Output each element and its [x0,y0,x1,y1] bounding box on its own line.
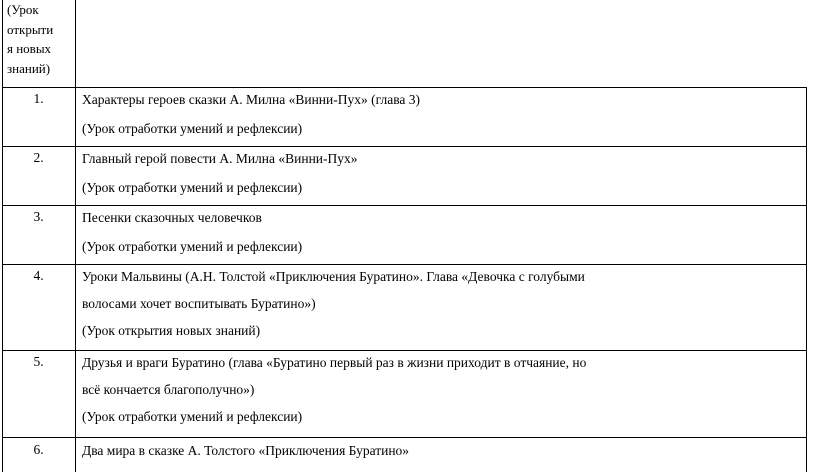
row-divider [2,146,807,147]
table-left-border [2,0,3,472]
lesson-type-line: (Урок [7,2,39,17]
lesson-title-continued: волосами хочет воспитывать Буратино») [82,296,316,311]
row-divider [2,264,807,265]
lesson-title: Характеры героев сказки А. Милна «Винни-Пух» (глава 3) [82,92,421,107]
lesson-title-cell [82,354,586,425]
table-column-divider [75,0,76,472]
row-number: 2. [33,150,44,165]
row-divider [2,87,807,88]
lesson-title-cell [82,150,358,196]
lesson-type: (Урок отработки умений и рефлексии) [82,409,303,424]
row-divider [2,205,807,206]
lesson-type: (Урок отработки умений и рефлексии) [82,239,303,254]
lesson-type-line: знаний) [7,60,51,76]
lesson-title-cell [82,91,420,137]
row-divider [2,350,807,351]
row-divider [2,437,807,438]
lesson-title-cell [82,268,585,339]
lesson-type-line: я новых [7,41,52,56]
row-number: 3. [33,209,44,224]
lesson-type-cell [7,0,69,78]
lesson-title: Друзья и враги Буратино (глава «Буратино первый раз в жизни приходит в отчаяние, но [82,355,587,370]
row-number: 1. [33,91,44,106]
lesson-title-continued: всё кончается благополучно») [82,382,255,397]
lesson-type: (Урок отработки умений и рефлексии) [82,180,303,195]
lesson-type-line: открыти [7,21,54,37]
lesson-title: Уроки Мальвины (А.Н. Толстой «Приключения Буратино». Глава «Девочка с голубыми [82,269,585,284]
lesson-title: Песенки сказочных человечков [82,210,262,225]
row-number: 6. [33,442,44,457]
lesson-type: (Урок открытия новых знаний) [82,323,261,338]
lesson-type: (Урок отработки умений и рефлексии) [82,121,303,136]
lesson-title-cell [82,209,302,255]
row-number: 5. [33,354,44,369]
lesson-title-cell [82,442,409,459]
lesson-title: Два мира в сказке А. Толстого «Приключения Буратино» [82,443,410,458]
row-number: 4. [33,268,44,283]
lesson-title: Главный герой повести А. Милна «Винни-Пух» [82,151,358,166]
